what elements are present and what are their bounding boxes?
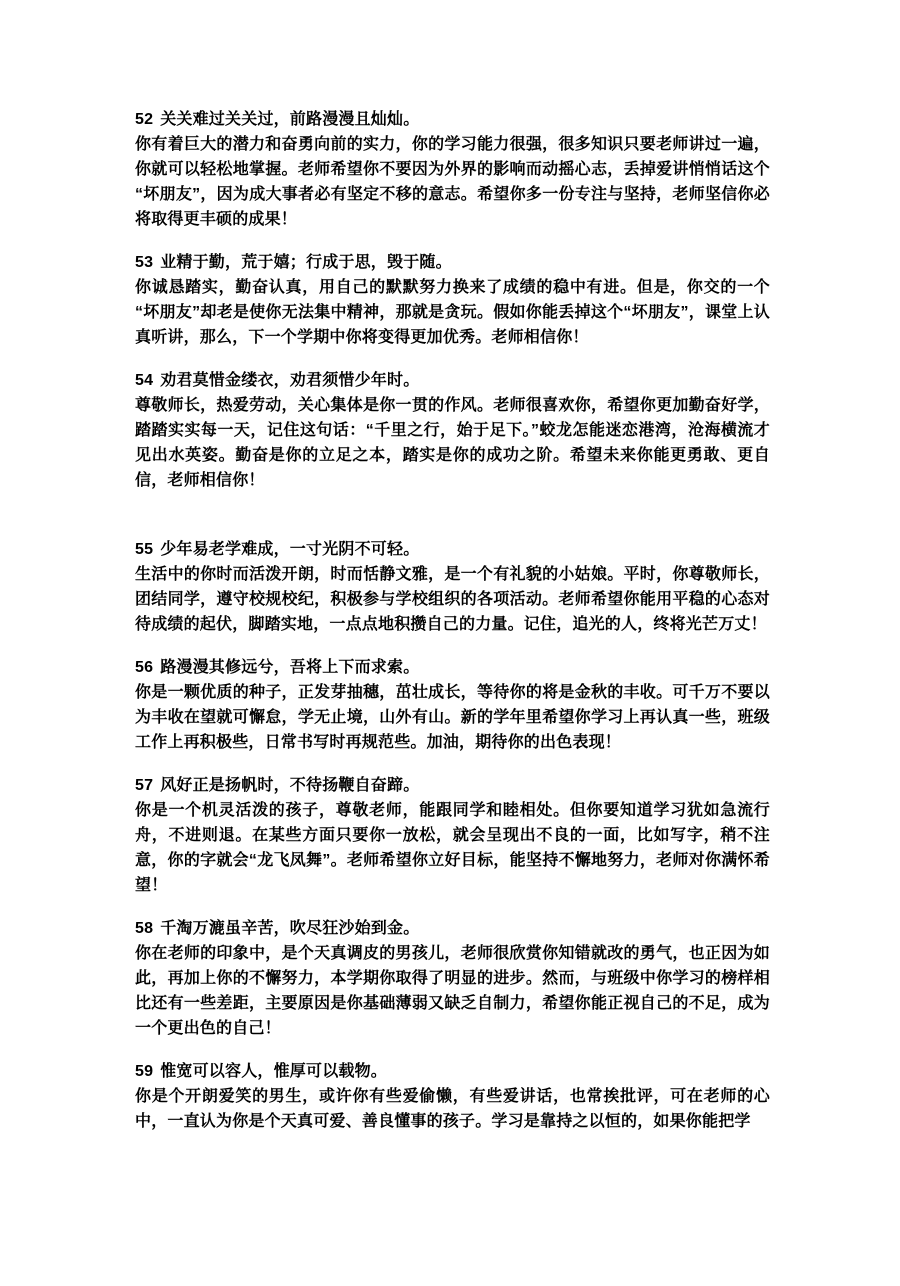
entry-number: 59 — [135, 1063, 154, 1080]
entry-motto: 惟宽可以容人，惟厚可以载物。 — [160, 1063, 388, 1080]
comment-entry-53 — [135, 250, 770, 350]
entry-number: 55 — [135, 541, 154, 558]
entry-comment: 你是一个机灵活泼的孩子，尊敬老师，能跟同学和睦相处。但你要知道学习犹如急流行舟，不进则退。在某些方面只要你一放松，就会呈现出不良的一面，比如写字，稍不注意，你的字就会“龙飞凤舞”。老师希望你立好目标，能坚持不懈地努力，老师对你满怀希望！ — [135, 802, 770, 894]
comment-entry-57 — [135, 773, 770, 898]
entry-heading — [135, 773, 770, 798]
comment-entry-59 — [135, 1059, 770, 1134]
comment-entry-56 — [135, 655, 770, 755]
entry-heading — [135, 916, 770, 941]
entry-heading — [135, 107, 770, 132]
entry-heading — [135, 368, 770, 393]
entry-comment: 你诚恳踏实，勤奋认真，用自己的默默努力换来了成绩的稳中有进。但是，你交的一个“坏朋友”却老是使你无法集中精神，那就是贪玩。假如你能丢掉这个“坏朋友”，课堂上认真听讲，那么，下一个学期中你将变得更加优秀。老师相信你！ — [135, 279, 770, 346]
comment-entry-54 — [135, 368, 770, 493]
entry-number: 52 — [135, 111, 154, 128]
entry-motto: 业精于勤，荒于嬉；行成于思，毁于随。 — [160, 254, 452, 271]
entry-comment: 生活中的你时而活泼开朗，时而恬静文雅，是一个有礼貌的小姑娘。平时，你尊敬师长，团结同学，遵守校规校纪，积极参与学校组织的各项活动。老师希望你能用平稳的心态对待成绩的起伏，脚踏实地，一点点地积攒自己的力量。记住，追光的人，终将光芒万丈！ — [135, 566, 770, 633]
comment-entry-52 — [135, 107, 770, 232]
entry-number: 57 — [135, 777, 154, 794]
entry-number: 56 — [135, 659, 154, 676]
entry-motto: 千淘万漉虽辛苦，吹尽狂沙始到金。 — [160, 920, 420, 937]
entry-motto: 路漫漫其修远兮，吾将上下而求索。 — [160, 659, 420, 676]
comment-entry-55 — [135, 537, 770, 637]
entry-comment: 你是个开朗爱笑的男生，或许你有些爱偷懒，有些爱讲话，也常挨批评，可在老师的心中，一直认为你是个天真可爱、善良懂事的孩子。学习是靠持之以恒的，如果你能把学 — [135, 1088, 770, 1130]
entry-motto: 关关难过关关过，前路漫漫且灿灿。 — [160, 111, 420, 128]
entry-number: 54 — [135, 372, 154, 389]
entry-heading — [135, 250, 770, 275]
entry-heading — [135, 537, 770, 562]
comment-entry-58 — [135, 916, 770, 1041]
entry-motto: 少年易老学难成，一寸光阴不可轻。 — [160, 541, 420, 558]
entry-comment: 你是一颗优质的种子，正发芽抽穗，茁壮成长，等待你的将是金秋的丰收。可千万不要以为丰收在望就可懈怠，学无止境，山外有山。新的学年里希望你学习上再认真一些，班级工作上再积极些，日常书写时再规范些。加油，期待你的出色表现！ — [135, 684, 770, 751]
entry-comment: 你有着巨大的潜力和奋勇向前的实力，你的学习能力很强，很多知识只要老师讲过一遍，你就可以轻松地掌握。老师希望你不要因为外界的影响而动摇心志，丢掉爱讲悄悄话这个“坏朋友”，因为成大事者必有坚定不移的意志。希望你多一份专注与坚持，老师坚信你必将取得更丰硕的成果！ — [135, 136, 770, 228]
entry-heading — [135, 1059, 770, 1084]
entry-comment: 尊敬师长，热爱劳动，关心集体是你一贯的作风。老师很喜欢你，希望你更加勤奋好学，踏踏实实每一天，记住这句话：“千里之行，始于足下。”蛟龙怎能迷恋港湾，沧海横流才见出水英姿。勤奋是你的立足之本，踏实是你的成功之阶。希望未来你能更勇敢、更自信，老师相信你！ — [135, 397, 770, 489]
entry-motto: 风好正是扬帆时，不待扬鞭自奋蹄。 — [160, 777, 420, 794]
entry-number: 53 — [135, 254, 154, 271]
entry-motto: 劝君莫惜金缕衣，劝君须惜少年时。 — [160, 372, 420, 389]
entry-number: 58 — [135, 920, 154, 937]
entry-heading — [135, 655, 770, 680]
entry-comment: 你在老师的印象中，是个天真调皮的男孩儿，老师很欣赏你知错就改的勇气，也正因为如此，再加上你的不懈努力，本学期你取得了明显的进步。然而，与班级中你学习的榜样相比还有一些差距，主要原因是你基础薄弱又缺乏自制力，希望你能正视自己的不足，成为一个更出色的自己！ — [135, 945, 770, 1037]
